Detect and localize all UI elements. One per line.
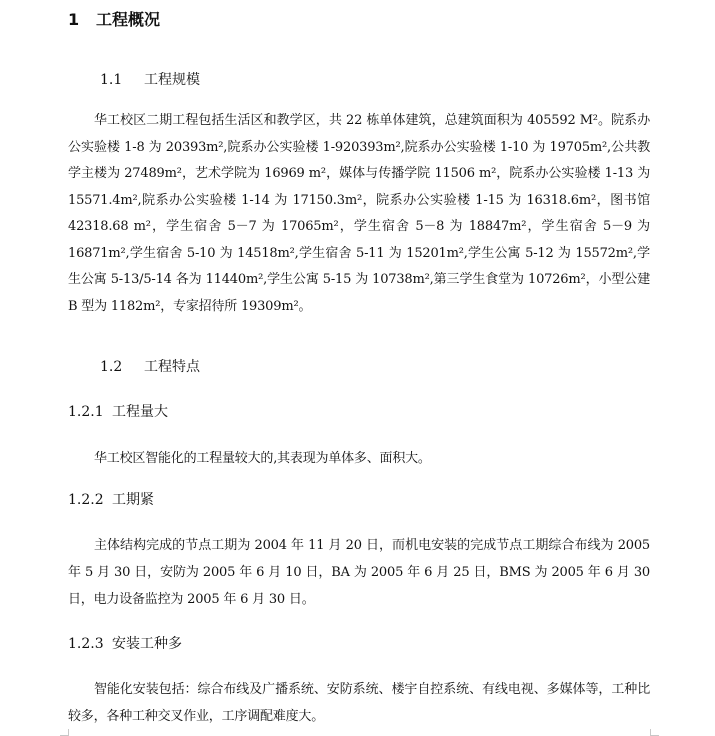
heading-title: 工程概况 bbox=[96, 10, 161, 29]
page-corner-mark-left bbox=[60, 729, 69, 736]
heading-title: 工程规模 bbox=[144, 72, 200, 88]
heading-title: 安装工种多 bbox=[112, 636, 182, 652]
heading-title: 工期紧 bbox=[112, 492, 154, 508]
page-corner-mark-right bbox=[650, 729, 659, 736]
heading-number: 1.1 bbox=[100, 72, 123, 88]
heading-number: 1.2.1 bbox=[68, 404, 104, 420]
paragraph-tight-schedule: 主体结构完成的节点工期为 2004 年 11 月 20 日，而机电安装的完成节点工期综合布线为 2005 年 5 月 30 日，安防为 2005 年 6 月 10 日，BA 为 2005 年 6 月 25 日，BMS 为 2005 年 6 月 30 日，电力设备监控为 2005 年 6 月 30 日。 bbox=[68, 538, 650, 607]
heading-section-1-2-2 bbox=[68, 489, 154, 511]
heading-section-1-2 bbox=[100, 356, 200, 378]
paragraph-large-workload: 华工校区智能化的工程量较大的,其表现为单体多、面积大。 bbox=[94, 451, 431, 466]
heading-section-1-2-3 bbox=[68, 633, 182, 655]
heading-title: 工程特点 bbox=[144, 359, 200, 375]
heading-section-1-2-1 bbox=[68, 401, 168, 423]
heading-number: 1 bbox=[68, 10, 80, 29]
heading-number: 1.2.2 bbox=[68, 492, 104, 508]
heading-number: 1.2.3 bbox=[68, 636, 104, 652]
paragraph-engineering-scale: 华工校区二期工程包括生活区和教学区，共 22 栋单体建筑，总建筑面积为 405592 M²。院系办公实验楼 1-8 为 20393m²,院系办公实验楼 1-920393m²,院系办公实验楼 1-10 为 19705m²,公共教学主楼为 27489m²，艺术学院为 16969 m²，媒体与传播学院 11506 m²，院系办公实验楼 1-13 为 15571.4m²,院系办公实验楼 1-14 为 17150.3m²，院系办公实验楼 1-15 为 16318.6m²，图书馆 42318.68 m²，学生宿舍 5－7 为 17065m²，学生宿舍 5－8 为 18847m²，学生宿舍 5－9 为 16871m²,学生宿舍 5-10 为 14518m²,学生宿舍 5-11 为 15201m²,学生公寓 5-12 为 15572m²,学生公寓 5-13/5-14 各为 11440m²,学生公寓 5-15 为 10738m²,第三学生食堂为 10726m²，小型公建 B 型为 1182m²，专家招待所 19309m²。 bbox=[68, 113, 650, 314]
heading-section-1 bbox=[68, 8, 160, 32]
heading-number: 1.2 bbox=[100, 359, 123, 375]
heading-title: 工程量大 bbox=[112, 404, 168, 420]
heading-section-1-1 bbox=[100, 69, 200, 91]
paragraph-many-trades: 智能化安装包括：综合布线及广播系统、安防系统、楼宇自控系统、有线电视、多媒体等，工种比较多，各种工种交叉作业，工序调配难度大。 bbox=[68, 682, 650, 724]
